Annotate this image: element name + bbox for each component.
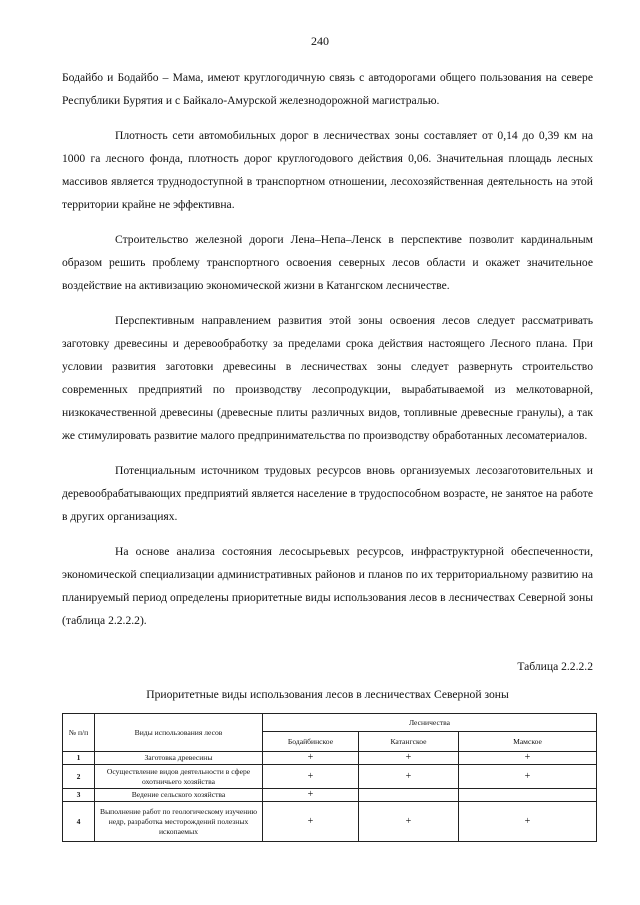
row-mark xyxy=(459,789,597,802)
header-forestries: Лесничества xyxy=(263,714,597,732)
row-type: Выполнение работ по геологическому изучению недр, разработка месторождений полезных ископаемых xyxy=(95,802,263,842)
row-mark: + xyxy=(263,802,359,842)
header-forestry: Мамское xyxy=(459,732,597,752)
row-mark xyxy=(359,789,459,802)
table-row xyxy=(63,789,597,802)
table-caption: Приоритетные виды использования лесов в лесничествах Северной зоны xyxy=(146,688,509,701)
page-number: 240 xyxy=(311,34,329,48)
row-type: Ведение сельского хозяйства xyxy=(95,789,263,802)
forest-use-table xyxy=(62,713,597,842)
body-text xyxy=(62,66,593,644)
table-row xyxy=(63,802,597,842)
header-type: Виды использования лесов xyxy=(95,714,263,752)
table-row xyxy=(63,752,597,765)
row-mark: + xyxy=(459,765,597,789)
paragraph: Плотность сети автомобильных дорог в лесничествах зоны составляет от 0,14 до 0,39 км на 1000 га лесного фонда, плотность дорог круглогодового действия 0,06. Значительная площадь лесных массивов является труднодоступной в транспортном отношении, лесохозяйственная деятельность на этой территории крайне не эффективна. xyxy=(62,129,593,211)
row-mark: + xyxy=(359,752,459,765)
row-mark: + xyxy=(263,765,359,789)
paragraph: На основе анализа состояния лесосырьевых ресурсов, инфраструктурной обеспеченности, экономической специализации административных районов и планов по их территориальному развитию на планируемый период определены приоритетные виды использования лесов в лесничествах Северной зоны (таблица 2.2.2.2). xyxy=(62,545,593,627)
row-mark: + xyxy=(359,765,459,789)
header-forestry: Бодайбинское xyxy=(263,732,359,752)
paragraph: Строительство железной дороги Лена–Непа–Ленск в перспективе позволит кардинальным образом решить проблему транспортного освоения северных лесов области и окажет значительное воздействие на активизацию экономической жизни в Катангском лесничестве. xyxy=(62,233,593,292)
paragraph: Бодайбо и Бодайбо – Мама, имеют круглогодичную связь с автодорогами общего пользования на севере Республики Бурятия и с Байкало-Амурской железнодорожной магистралью. xyxy=(62,71,593,107)
row-num: 2 xyxy=(63,765,95,789)
header-num: № п/п xyxy=(63,714,95,752)
row-mark: + xyxy=(263,752,359,765)
row-num: 3 xyxy=(63,789,95,802)
header-forestry: Катангское xyxy=(359,732,459,752)
row-type: Заготовка древесины xyxy=(95,752,263,765)
row-num: 4 xyxy=(63,802,95,842)
row-mark: + xyxy=(263,789,359,802)
row-num: 1 xyxy=(63,752,95,765)
row-mark: + xyxy=(359,802,459,842)
row-mark: + xyxy=(459,802,597,842)
row-mark: + xyxy=(459,752,597,765)
table-row xyxy=(63,765,597,789)
table-label: Таблица 2.2.2.2 xyxy=(517,660,593,673)
paragraph: Потенциальным источником трудовых ресурсов вновь организуемых лесозаготовительных и деревообрабатывающих предприятий является население в трудоспособном возрасте, не занятое на работе в других организациях. xyxy=(62,464,593,523)
paragraph: Перспективным направлением развития этой зоны освоения лесов следует рассматривать заготовку древесины и деревообработку за пределами срока действия настоящего Лесного плана. При условии развития заготовки древесины в лесничествах зоны следует развернуть строительство современных предприятий по производству лесопродукции, вырабатываемой из мелкотоварной, низкокачественной древесины (древесные плиты различных видов, топливные древесные гранулы), а так же стимулировать развитие малого предпринимательства по производству обработанных лесоматериалов. xyxy=(62,314,593,442)
row-type: Осуществление видов деятельности в сфере охотничьего хозяйства xyxy=(95,765,263,789)
